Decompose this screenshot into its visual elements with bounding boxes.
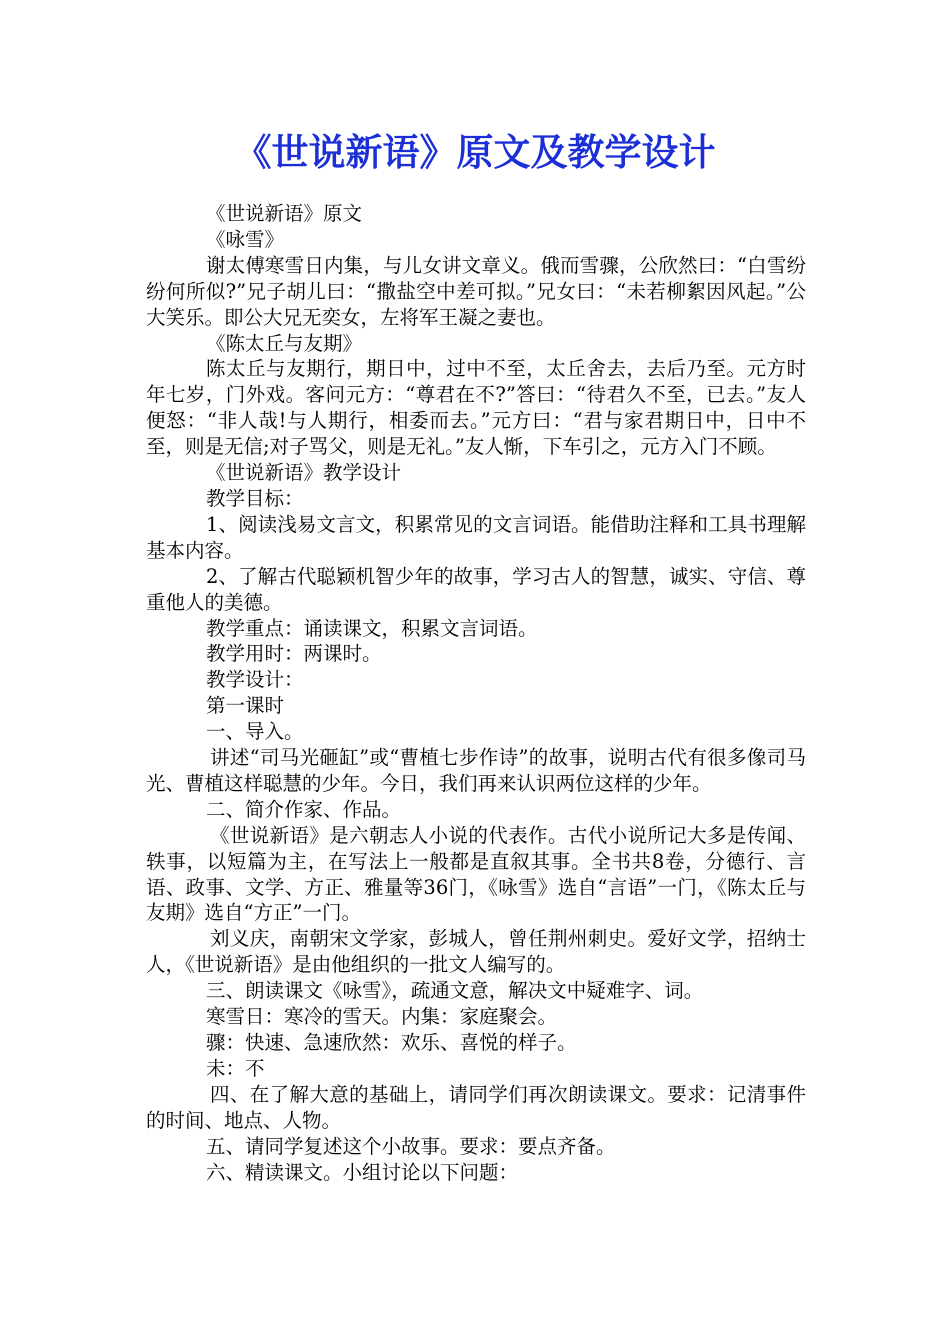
paragraph-yongxue-text: 谢太傅寒雪日内集，与儿女讲文章义。俄而雪骤，公欣然曰：“白雪纷纷何所似?”兄子胡儿曰：“撒盐空中差可拟。”兄女曰：“未若柳絮因风起。”公大笑乐。即公大兄无奕女，左将军王凝之妻也。 (146, 253, 806, 329)
paragraph-gloss-3: 未：不 (206, 1056, 265, 1080)
paragraph-chentaiqiu-text: 陈太丘与友期行，期日中，过中不至，太丘舍去，去后乃至。元方时年七岁，门外戏。客问元方：“尊君在不?”答曰：“待君久不至，已去。”友人便怒：“非人哉!与人期行，相委而去。”元方曰：“君与家君期日中，日中不至，则是无信;对子骂父，则是无礼。”友人惭，下车引之，元方入门不顾。 (146, 357, 806, 459)
paragraph-author: 刘义庆，南朝宋文学家，彭城人，曾任荆州刺史。爱好文学，招纳士人，《世说新语》是由他组织的一批文人编写的。 (146, 927, 806, 977)
paragraph-step-4: 四、在了解大意的基础上，请同学们再次朗读课文。要求：记清事件的时间、地点、人物。 (146, 1082, 806, 1132)
paragraph-time: 教学用时：两课时。 (206, 642, 382, 666)
paragraph-step-1: 一、导入。 (206, 720, 304, 744)
paragraph-original-heading: 《世说新语》原文 (206, 202, 363, 225)
paragraph-design-label: 教学设计： (206, 668, 304, 692)
paragraph-step-2-text: 《世说新语》是六朝志人小说的代表作。古代小说所记大多是传闻、轶事，以短篇为主，在写法上一般都是直叙其事。全书共8卷，分德行、言语、政事、文学、方正、雅量等36门，《咏雪》选自“言语”一门，《陈太丘与友期》选自“方正”一门。 (146, 823, 806, 925)
paragraph-step-5: 五、请同学复述这个小故事。要求：要点齐备。 (206, 1134, 616, 1158)
paragraph-step-2: 二、简介作家、作品。 (206, 797, 402, 821)
paragraph-goal-2: 2、了解古代聪颖机智少年的故事，学习古人的智慧，诚实、守信、尊重他人的美德。 (146, 564, 806, 614)
paragraph-step-1-text: 讲述“司马光砸缸”或“曹植七步作诗”的故事，说明古代有很多像司马光、曹植这样聪慧的少年。今日，我们再来认识两位这样的少年。 (146, 746, 806, 795)
paragraph-gloss-2: 骤：快速、急速欣然：欢乐、喜悦的样子。 (206, 1031, 577, 1054)
paragraph-step-3: 三、朗读课文《咏雪》，疏通文意，解决文中疑难字、词。 (206, 979, 704, 1003)
paragraph-gloss-1: 寒雪日：寒冷的雪天。内集：家庭聚会。 (206, 1005, 558, 1029)
paragraph-yongxue-heading: 《咏雪》 (206, 227, 285, 251)
document-body (146, 201, 806, 1185)
paragraph-goal-1: 1、阅读浅易文言文，积累常见的文言词语。能借助注释和工具书理解基本内容。 (146, 512, 806, 562)
paragraph-step-6: 六、精读课文。小组讨论以下问题： (206, 1160, 519, 1184)
paragraph-lesson-1: 第一课时 (206, 694, 285, 718)
paragraph-key-points: 教学重点：诵读课文，积累文言词语。 (206, 616, 538, 640)
paragraph-goals-label: 教学目标： (206, 486, 304, 510)
paragraph-design-heading: 《世说新语》教学设计 (206, 461, 402, 485)
paragraph-chentaiqiu-heading: 《陈太丘与友期》 (206, 331, 363, 355)
document-title: 《世说新语》原文及教学设计 (234, 130, 716, 174)
